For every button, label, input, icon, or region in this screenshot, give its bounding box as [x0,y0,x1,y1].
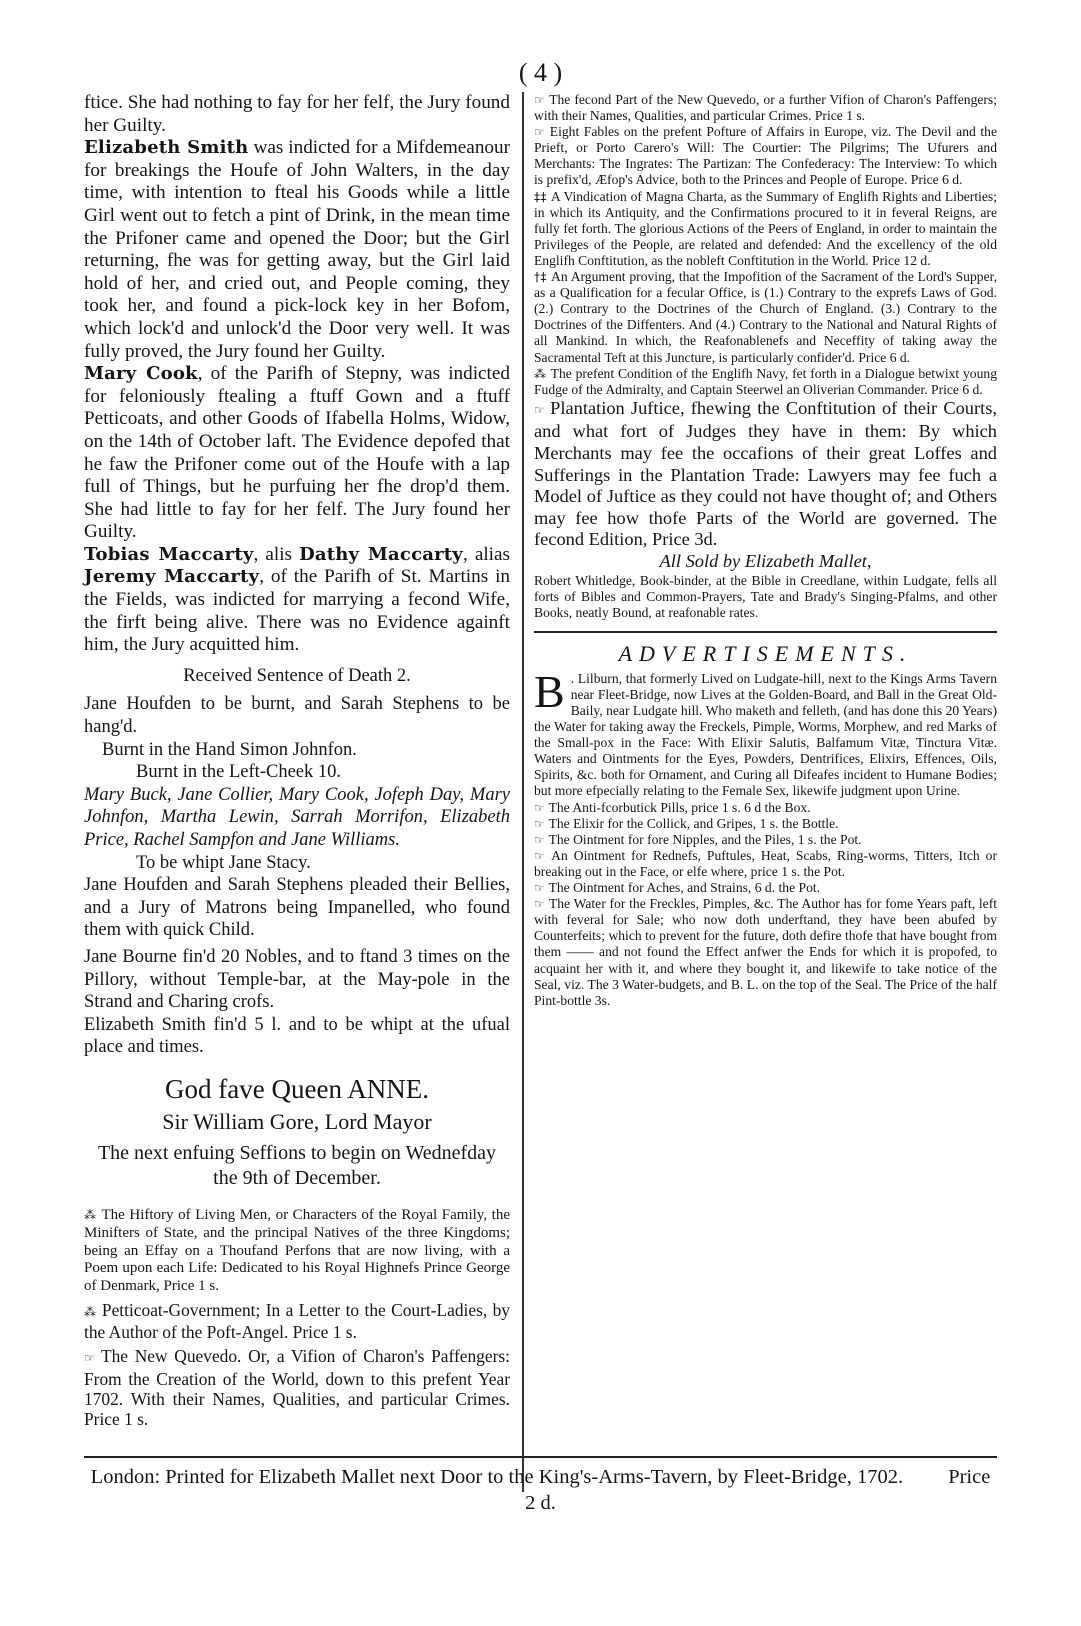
sentence-heading: Received Sentence of Death 2. [183,665,411,686]
asterism-icon: ⁂ [84,1207,102,1222]
pointing-hand-icon: ☞ [534,402,551,417]
sentence-whipt: To be whipt Jane Stacy. [136,852,311,873]
trial-end-paragraph: ftice. She had nothing to fay for her felf, the Jury found her Guilty. [84,92,510,136]
pointing-hand-icon: ☞ [84,1351,101,1366]
advert-history-living-men: ⁂ The Hiftory of Living Men, or Characters of the Royal Family, the Minifters of State, and the principal Natives of the three Kingdoms; being an Effay on a Thoufand Perfons that are now living, with a Poem upon each Life: Dedicated to his Royal Highnefs Prince George of Denmark, Price 1 s. [84,1206,510,1295]
book-plantation-justice: ☞ Plantation Juftice, fhewing the Conftitution of their Courts, and what fort of Judges they have in them: By which Merchants may fee the occafions of their great Loffes and Sufferings in the Plantation Trade: Lawyers may fee fuch a Model of Juftice as they could not have thought of; and Others may fee how thofe Parts of the World are governed. The fecond Edition, Price 3d. [534,397,997,550]
pointing-hand-icon: ☞ [534,881,549,896]
god-save-queen: God fave Queen ANNE. [165,1073,429,1104]
advert-item: ☞ An Ointment for Rednefs, Puftules, Heat, Scabs, Ring-worms, Titters, Itch or breaking out in the Face, or elfe where, price 1 s. the Pot. [534,847,997,879]
lord-mayor: Sir William Gore, Lord Mayor [162,1108,432,1134]
advert-item: ☞ The Water for the Freckles, Pimples, &c. The Author has for fome Years paft, left with feveral for Sale; who now doth underftand, they have been abufed by Counterfeits; which to prevent for the future, doth defire thofe that have bought from them —— and not found the Effect anfwer the Ends for which it is propofed, to acquaint her with it, and where they bought it, and likewife to take notice of the Seal, viz. The 3 Water-budgets, and B. L. on the top of the Seal. The Price of the half Pint-bottle 3s. [534,896,997,1008]
imprint-footer [84,1456,997,1516]
dagger-icon: †‡ [534,270,552,285]
advert-item: ☞ The Ointment for Aches, and Strains, 6 d. the Pot. [534,880,821,896]
sentence-death: Jane Houfden to be burnt, and Sarah Stephens to be hang'd. [84,694,510,738]
pointing-hand-icon: ☞ [534,93,550,107]
sentence-cheek-names: Mary Buck, Jane Collier, Mary Cook, Jofeph Day, Mary Johnfon, Martha Lewin, Sarrah Morrifon, Elizabeth Price, Rachel Sampfon and Jane Williams. [84,784,510,850]
advert-new-quevedo: ☞ The New Quevedo. Or, a Vifion of Charon's Paffengers: From the Creation of the World, down to this prefent Year 1702. With their Names, Qualities, and particular Crimes. Price 1 s. [84,1346,510,1429]
defendant-name: Tobias Maccarty [84,543,254,565]
trial-tobias-maccarty: Tobias Maccarty, alis Dathy Maccarty, alias Jeremy Maccarty, of the Parifh of St. Martins in the Fields, was indicted for marrying a fecond Wife, the firft being alive. There was no Evidence againft him, the Jury acquitted him. [84,543,510,656]
sentence-hand: Burnt in the Hand Simon Johnfon. [102,739,357,760]
pointing-hand-icon: ☞ [534,125,550,140]
pointing-hand-icon: ☞ [534,848,552,863]
sentence-cheek-heading: Burnt in the Left-Cheek 10. [136,762,341,783]
advert-item: ☞ The Ointment for fore Nipples, and the Piles, 1 s. the Pot. [534,831,862,847]
advert-item: ☞ The Elixir for the Collick, and Gripes, 1 s. the Bottle. [534,815,839,831]
book-magna-charta: ‡‡ A Vindication of Magna Charta, as the Summary of Englifh Rights and Liberties; in which its Antiquity, and the Confirmations procured to it in feveral Reigns, are fully fet forth. The glorious Actions of the Peers of England, in order to maintain the Privileges of the People, are related and defended: And the excellency of the old Englifh Conftitution, as the nobleft Conftitution in the World. Price 12 d. [534,188,997,268]
sentence-smith-fine: Elizabeth Smith fin'd 5 l. and to be whipt at the ufual place and times. [84,1014,510,1058]
trial-elizabeth-smith: Elizabeth Smith was indicted for a Mifdemeanour for breakings the Houfe of John Walters, in the day time, with intention to fteal his Goods while a little Girl went out to fetch a pint of Drink, in the mean time the Prifoner came and opened the Door; but the Girl returning, fhe was for getting away, but the Girl laid hold of her, and cried out, and People coming, they took her, and found a pick-lock key in her Bofom, which lock'd and unlock'd the Door very well. It was fully proved, the Jury found her Guilty. [84,137,510,362]
imprint-line: London: Printed for Elizabeth Mallet next Door to the King's-Arms-Tavern, by Fleet-Bridge, 1702. [90,1466,904,1488]
trial-mary-cook: Mary Cook, of the Parifh of Stepny, was indicted for feloniously ftealing a ftuff Gown and a ftuff Petticoats, and other Goods of Ifabella Holms, Widow, on the 14th of October laft. The Evidence depofed that he faw the Prifoner come out of the Houfe with a lap full of Things, but he purfuing her fhe drop'd them. She had little to fay for her felf. The Jury found her Guilty. [84,363,510,543]
bookbinder-notice: Robert Whitledge, Book-binder, at the Bible in Creedlane, within Ludgate, fells all forts of Bibles and Common-Prayers, Tate and Brady's Singing-Pfalms, and other Books, neatly Bound, at reafonable rates. [534,572,997,620]
issue-price: Price 2 d. [525,1466,991,1514]
pointing-hand-icon: ☞ [534,800,549,815]
sentence-bourne: Jane Bourne fin'd 20 Nobles, and to ftand 3 times on the Pillory, without Temple-bar, at the May-pole in the Strand and Charing crofs. [84,946,510,1013]
sentence-bellies: Jane Houfden and Sarah Stephens pleaded their Bellies, and a Jury of Matrons being Impanelled, who found them with quick Child. [84,875,510,941]
pointing-hand-icon: ☞ [534,816,549,831]
asterism-icon: ⁂ [84,1304,102,1319]
right-column [534,92,997,1009]
advert-lilburn: B . Lilburn, that formerly Lived on Ludgate-hill, next to the Kings Arms Tavern near Fleet-Bridge, now Lives at the Golden-Board, and Ball in the Great Old-Baily, near Ludgate hill. Who maketh and felleth, (and has done this 20 Years) the Water for taking away the Freckels, Pimple, Worms, Morphew, and red Marks of the Small-pox in the Face: With Elixir Salutis, Balfamum Vitæ, Tinctura Vitæ. Waters and Ointments for the Eyes, Powders, Dentrifices, Elixirs, Effences, Oils, Spirits, &c. both for Ornament, and Curing all Difeafes incident to Humane Bodies; but more efpecially relating to the Female Sex, likewife judgment upon Urine. [534,665,997,799]
asterism-icon: ⁂ [534,366,551,381]
defendant-name: Elizabeth Smith [84,137,249,159]
advert-petticoat-government: ⁂ Petticoat-Government; In a Letter to the Court-Ladies, by the Author of the Poft-Angel. Price 1 s. [84,1299,510,1343]
book-argument-sacrament: †‡ An Argument proving, that the Impofition of the Sacrament of the Lord's Supper, as a Qualification for a fecular Office, is (1.) Contrary to the exprefs Laws of God. (2.) Contrary to the Doctrines of the Church of England. (3.) Contrary to the Doctrines of the Diffenters. And (4.) Contrary to the National and Natural Rights of all Mankind. In which, the Reafonablenefs and Neceffity of taking away the Sacramental Teft at this Juncture, is particularly confider'd. Price 6 d. [534,269,997,365]
defendant-name: Mary Cook [84,363,198,385]
defendant-alias: Dathy Maccarty [299,543,463,565]
book-quevedo-part-two: ☞ The fecond Part of the New Quevedo, or a further Vifion of Charon's Paffengers; with their Names, Qualities, and particular Crimes. Price 1 s. [534,92,997,124]
drop-cap: B [534,665,565,717]
left-column [84,92,510,1429]
dagger-icon: ‡‡ [534,189,551,204]
column-divider [522,92,524,1492]
page-number: ( 4 ) [518,58,563,87]
advert-item: ☞ The Anti-fcorbutick Pills, price 1 s. 6 d the Box. [534,799,811,815]
sold-by: All Sold by Elizabeth Mallet, [659,550,872,571]
book-english-navy: ⁂ The prefent Condition of the Englifh Navy, fet forth in a Dialogue betwixt young Fudge of the Admiralty, and Captain Steerwel an Oliverian Commander. Price 6 d. [534,365,997,397]
pointing-hand-icon: ☞ [534,832,549,847]
next-sessions: The next enfuing Seffions to begin on Wednefday the 9th of December. [97,1141,497,1189]
book-eight-fables: ☞ Eight Fables on the prefent Pofture of Affairs in Europe, viz. The Devil and the Prieft, or Porto Carero's Will: The Courtier: The Pilgrims; The Ufurers and Merchants: The Ingrates: The Partizan: The Confederacy: The Interview: To which is prefix'd, Æfop's Advice, both to the Princes and People of Europe. Price 6 d. [534,124,997,188]
advertisements-heading: ADVERTISEMENTS. [534,631,997,667]
defendant-alias: Jeremy Maccarty [84,566,260,588]
pointing-hand-icon: ☞ [534,897,549,912]
